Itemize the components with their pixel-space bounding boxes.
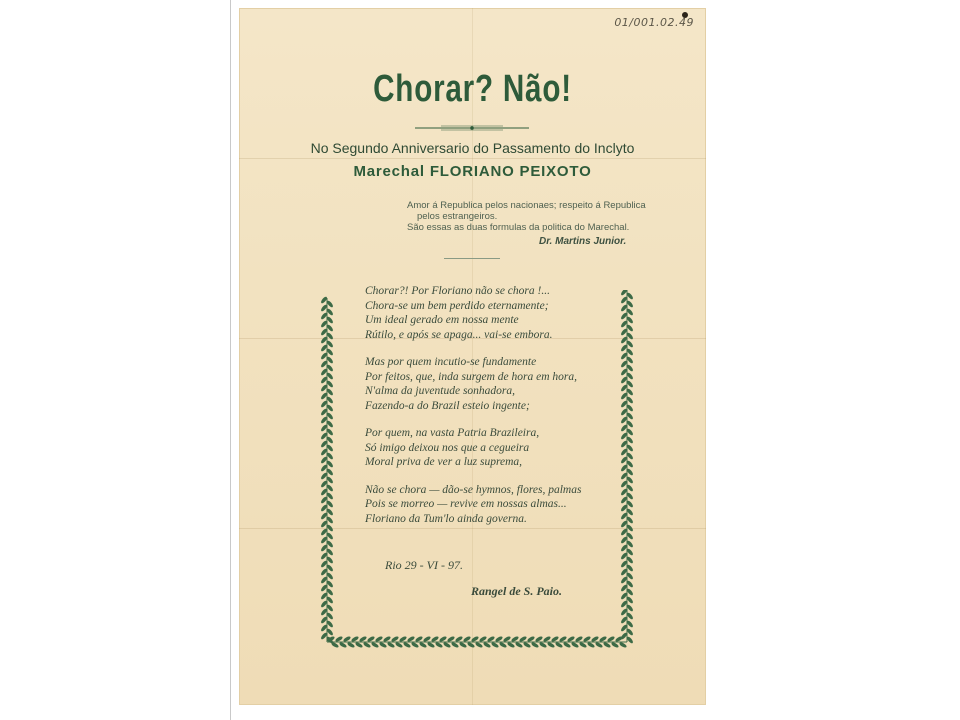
poem-line: Por feitos, que, inda surgem de hora em hora, — [365, 370, 577, 383]
document-title: Chorar? Não! — [373, 68, 572, 110]
poem-line: N'alma da juventude sonhadora, — [365, 385, 516, 397]
poem-line: Por quem, na vasta Patria Brazileira, — [365, 427, 540, 439]
laurel-leaf — [395, 641, 404, 648]
poem-line: Um ideal gerado em nossa mente — [365, 314, 519, 326]
laurel-leaf — [407, 635, 416, 642]
laurel-leaf — [423, 635, 432, 642]
laurel-leaf — [335, 635, 344, 642]
laurel-leaf — [363, 641, 372, 648]
laurel-leaf — [379, 641, 388, 648]
laurel-leaf — [403, 641, 412, 648]
laurel-leaf — [607, 635, 616, 642]
poem-stanza — [365, 426, 625, 470]
epigraph-line: Amor á Republica pelos nacionaes; respeito á Republica — [407, 200, 646, 211]
laurel-leaf — [383, 635, 392, 642]
laurel-leaf — [415, 635, 424, 642]
honoree-name: Marechal FLORIANO PEIXOTO — [353, 163, 592, 180]
laurel-leaf — [427, 641, 436, 648]
laurel-leaf — [523, 641, 532, 648]
laurel-leaf — [347, 641, 356, 648]
laurel-leaf — [595, 641, 604, 648]
poem-line: Chora-se um bem perdido eternamente; — [365, 299, 549, 312]
laurel-leaf — [515, 641, 524, 648]
laurel-leaf — [495, 635, 504, 642]
poem-line: Mas por quem incutio-se fundamente — [365, 356, 537, 368]
laurel-leaf — [419, 641, 428, 648]
document-sheet — [239, 8, 706, 705]
poem-line: Chorar?! Por Floriano não se chora !... — [365, 285, 550, 297]
laurel-leaf — [487, 635, 496, 642]
poem-line: Não se chora — dão-se hymnos, flores, palmas — [365, 483, 582, 496]
laurel-leaf — [411, 641, 420, 648]
laurel-leaf — [479, 635, 488, 642]
poem-line: Floriano da Tum'lo ainda governa. — [365, 512, 527, 525]
laurel-leaf — [451, 641, 460, 648]
laurel-leaf — [511, 635, 520, 642]
laurel-leaf — [559, 635, 568, 642]
laurel-leaf — [459, 641, 468, 648]
laurel-leaf — [611, 641, 620, 648]
laurel-leaf — [551, 635, 560, 642]
laurel-leaf — [527, 635, 536, 642]
laurel-leaf — [543, 635, 552, 642]
laurel-leaf — [591, 635, 600, 642]
laurel-leaf — [375, 635, 384, 642]
laurel-leaf — [619, 641, 628, 648]
laurel-leaf — [567, 635, 576, 642]
laurel-leaf — [443, 641, 452, 648]
laurel-leaf — [463, 635, 472, 642]
document-subtitle: No Segundo Anniversario do Passamento do Inclyto — [310, 140, 635, 156]
ornamental-rule — [411, 124, 533, 132]
laurel-leaf — [483, 641, 492, 648]
poem-line: Rútilo, e após se apaga... vai-se embora. — [365, 328, 553, 341]
laurel-leaf — [503, 635, 512, 642]
laurel-leaf — [519, 635, 528, 642]
poem-stanza — [365, 483, 625, 527]
laurel-leaf — [535, 635, 544, 642]
laurel-leaf — [475, 641, 484, 648]
laurel-leaf — [499, 641, 508, 648]
laurel-leaf — [603, 641, 612, 648]
poem-line: Moral priva de ver a luz suprema, — [365, 456, 523, 468]
laurel-leaf — [435, 641, 444, 648]
page-divider-line — [230, 0, 231, 720]
poem-line: Fazendo-a do Brazil esteio ingente; — [365, 399, 530, 412]
laurel-leaf — [599, 635, 608, 642]
laurel-leaf — [555, 641, 564, 648]
laurel-leaf — [387, 641, 396, 648]
laurel-leaf — [579, 641, 588, 648]
laurel-leaf — [367, 635, 376, 642]
poem-stanza — [365, 284, 625, 342]
poem-signature: Rangel de S. Paio. — [471, 584, 563, 598]
poem-stanza — [365, 355, 625, 413]
laurel-leaf — [371, 641, 380, 648]
laurel-leaf — [355, 641, 364, 648]
laurel-leaf — [471, 635, 480, 642]
laurel-leaf — [439, 635, 448, 642]
laurel-leaf — [351, 635, 360, 642]
laurel-leaf — [391, 635, 400, 642]
laurel-leaf — [447, 635, 456, 642]
poem — [365, 284, 625, 539]
laurel-leaf — [359, 635, 368, 642]
epigraph — [407, 200, 651, 233]
poem-line: Só imigo deixou nos que a cegueira — [365, 441, 530, 454]
poem-dateline: Rio 29 - VI - 97. — [385, 558, 463, 572]
laurel-leaf — [587, 641, 596, 648]
laurel-leaf — [575, 635, 584, 642]
poem-line: Pois se morreo — revive em nossas almas... — [365, 498, 567, 510]
laurel-leaf — [343, 635, 352, 642]
laurel-leaf — [507, 641, 516, 648]
laurel-leaf — [571, 641, 580, 648]
laurel-leaf — [563, 641, 572, 648]
laurel-leaf — [583, 635, 592, 642]
laurel-leaf — [531, 641, 540, 648]
laurel-leaf — [431, 635, 440, 642]
laurel-leaf — [539, 641, 548, 648]
archive-code: 01/001.02.49 — [614, 16, 694, 29]
laurel-leaf — [399, 635, 408, 642]
laurel-leaf — [339, 641, 348, 648]
laurel-leaf — [547, 641, 556, 648]
epigraph-line: pelos estrangeiros. — [417, 211, 498, 222]
laurel-leaf — [467, 641, 476, 648]
epigraph-line: São essas as duas formulas da politica do Marechal. — [407, 222, 630, 233]
epigraph-author: Dr. Martins Junior. — [539, 236, 627, 247]
laurel-leaf — [491, 641, 500, 648]
section-divider — [444, 258, 500, 259]
laurel-leaf — [455, 635, 464, 642]
